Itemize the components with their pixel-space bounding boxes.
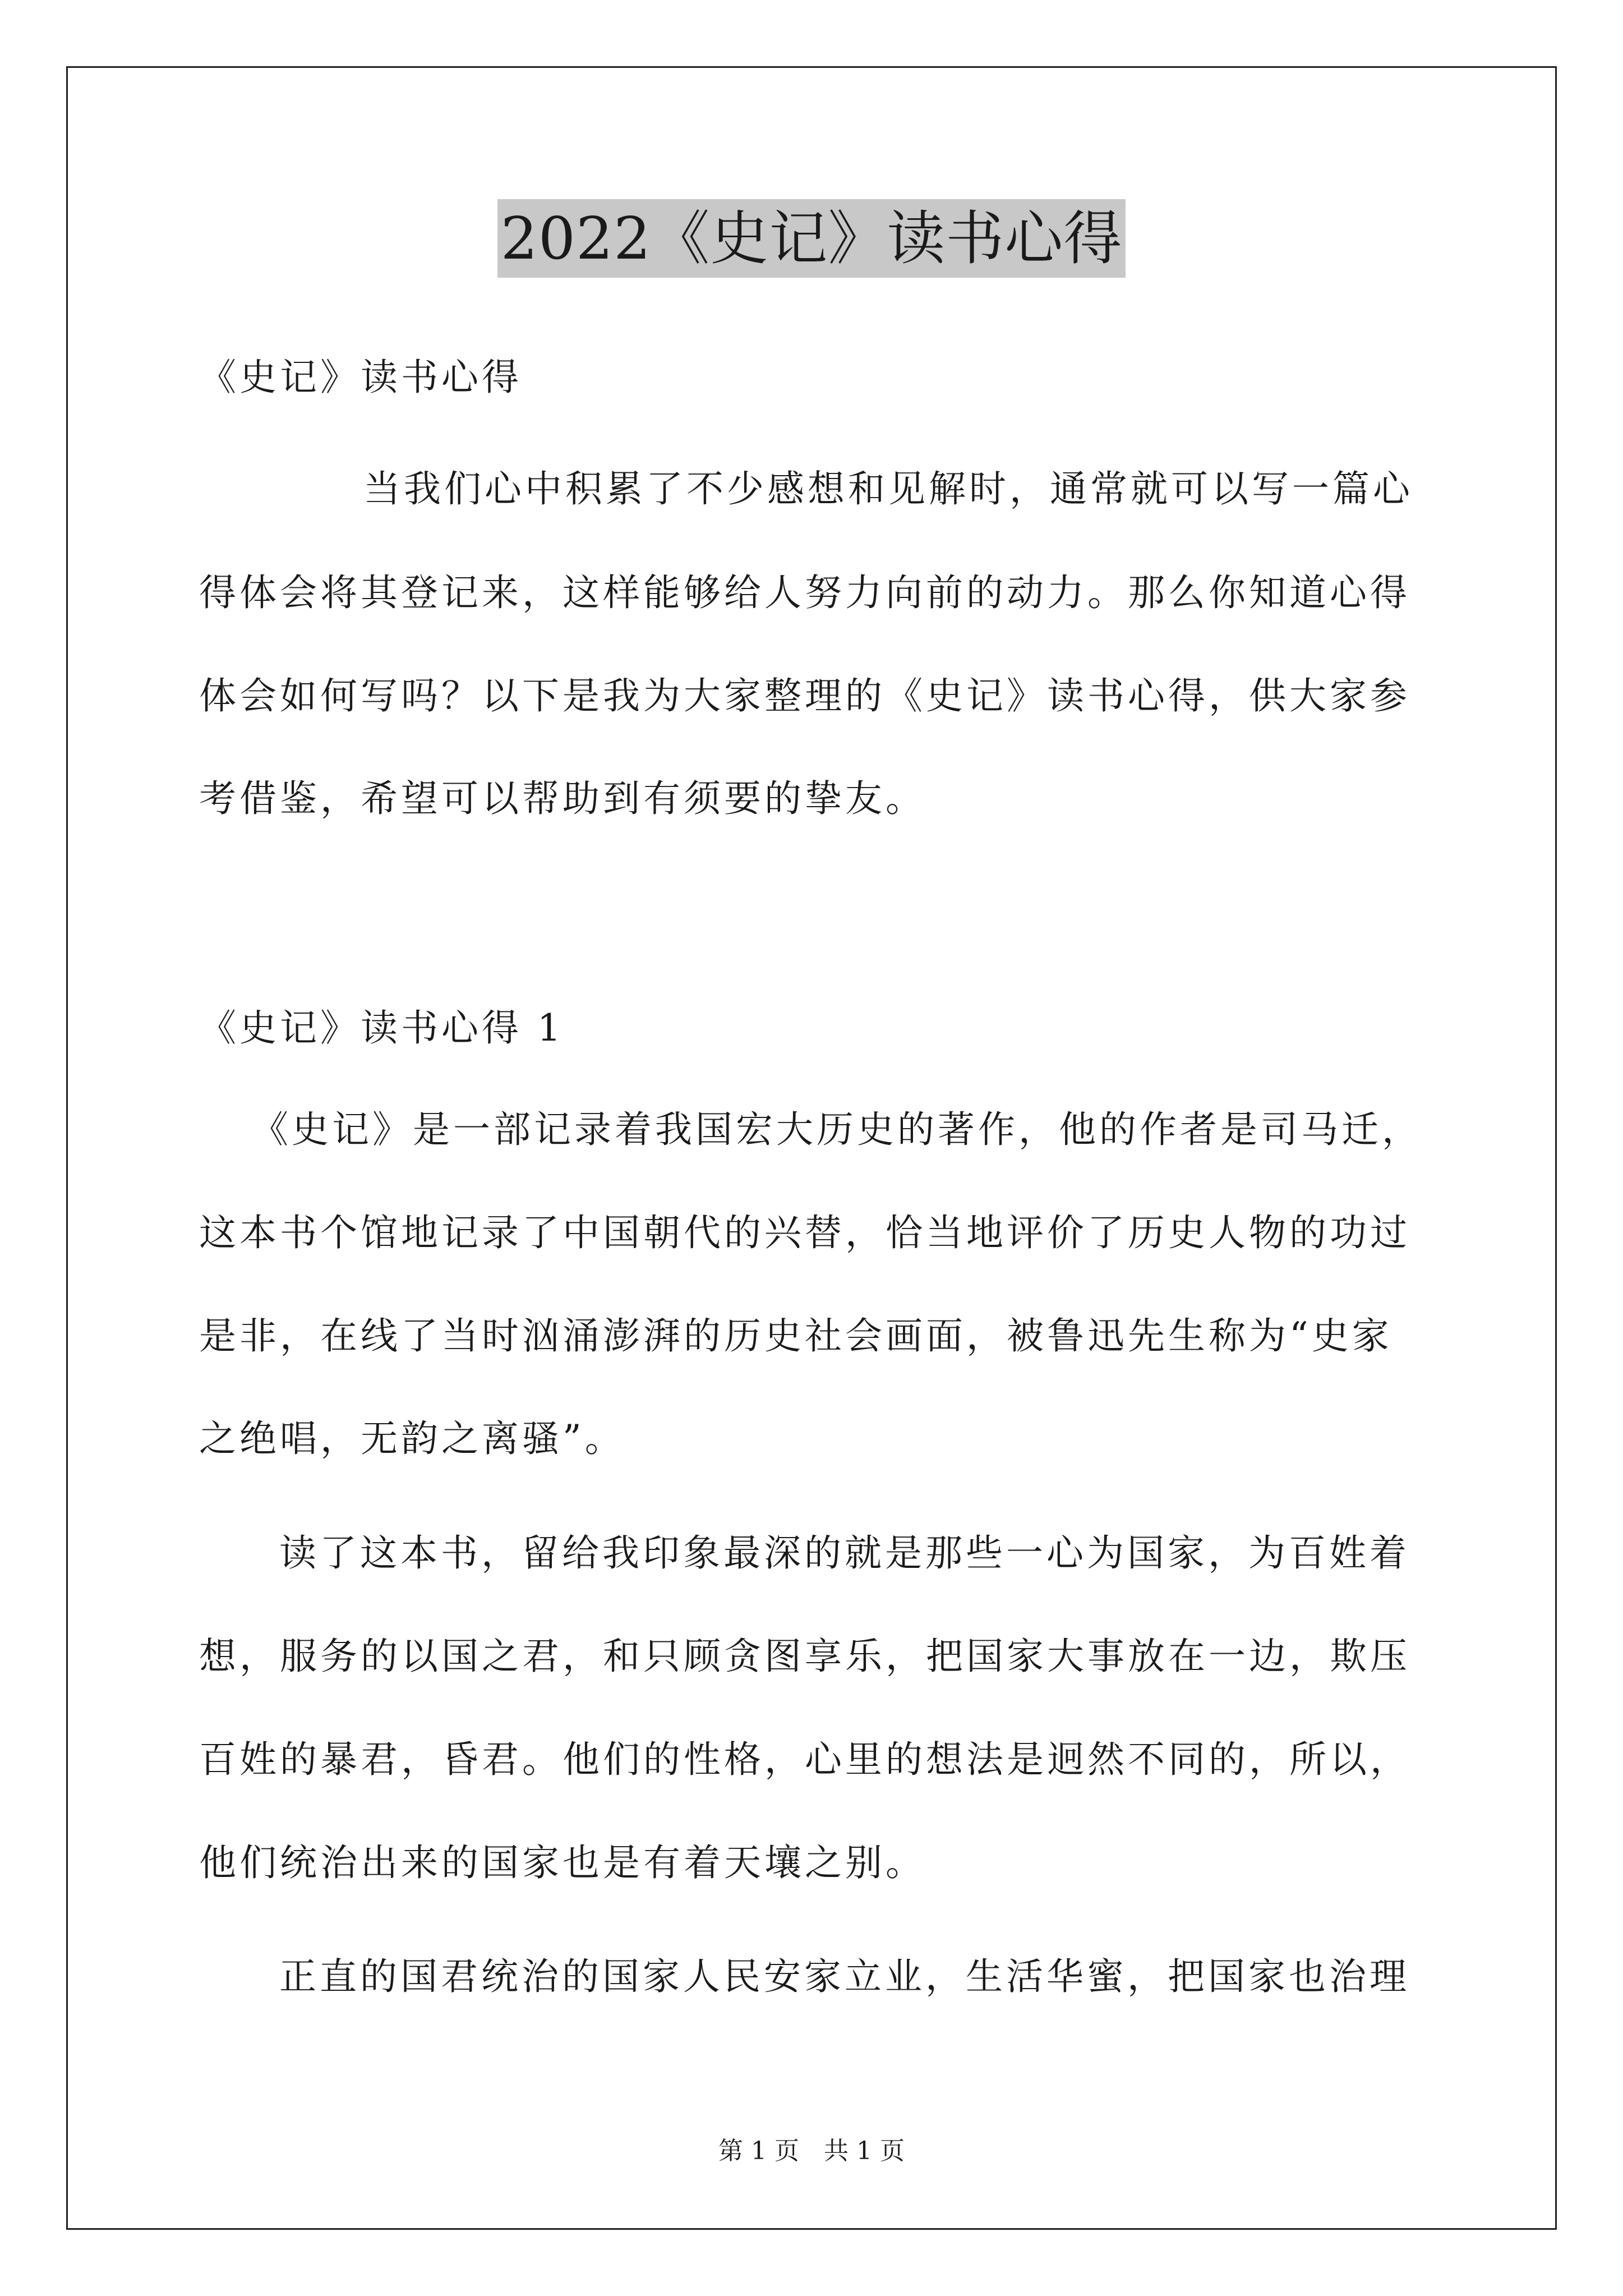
body-line: 这本书个馆地记录了中国朝代的兴替，恰当地评价了历史人物的功过	[199, 1211, 1410, 1254]
body-line: 他们统治出来的国家也是有着天壤之别。	[199, 1841, 926, 1884]
intro-line: 得体会将其登记来，这样能够给人努力向前的动力。那么你知道心得	[199, 571, 1410, 614]
body-line: 之绝唱，无韵之离骚”。	[199, 1417, 625, 1460]
intro-line: 体会如何写吗？以下是我为大家整理的《史记》读书心得，供大家参	[199, 674, 1410, 717]
body-line: 是非，在线了当时汹涌澎湃的历史社会画面，被鲁迅先生称为“史家	[199, 1314, 1393, 1358]
body-line: 正直的国君统治的国家人民安家立业，生活华蜜，把国家也治理	[279, 1955, 1410, 1998]
intro-line: 考借鉴，希望可以帮助到有须要的挚友。	[199, 777, 926, 820]
body-line: 想，服务的以国之君，和只顾贪图享乐，把国家大事放在一边，欺压	[199, 1635, 1410, 1678]
document-title: 2022《史记》读书心得	[497, 199, 1126, 278]
title-container	[0, 199, 1623, 278]
intro-line: 当我们心中积累了不少感想和见解时，通常就可以写一篇心	[363, 467, 1413, 510]
body-line: 百姓的暴君，昏君。他们的性格，心里的想法是迥然不同的，所以，	[199, 1738, 1410, 1781]
body-line: 《史记》是一部记录着我国宏大历史的著作，他的作者是司马迁，	[251, 1108, 1422, 1151]
section-heading: 《史记》读书心得 1	[199, 1006, 564, 1050]
subtitle: 《史记》读书心得	[199, 356, 522, 399]
body-line: 读了这本书，留给我印象最深的就是那些一心为国家，为百姓着	[279, 1531, 1410, 1575]
page-footer: 第 1 页 共 1 页	[718, 2137, 905, 2165]
